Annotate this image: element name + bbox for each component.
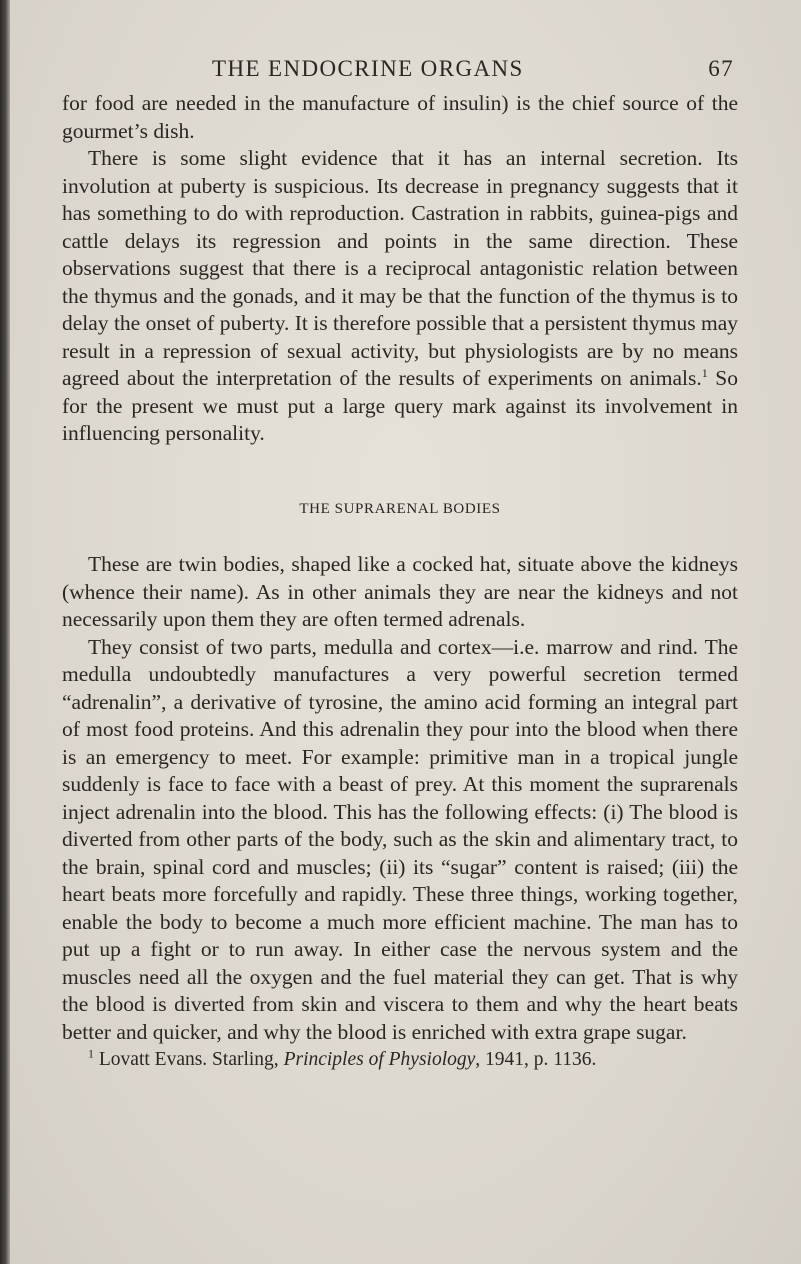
paragraph-suprarenal-intro: These are twin bodies, shaped like a cocked hat, situate above the kidneys (whence their name). As in other animals they are near the kidneys and not necessarily upon them they are often termed adrenals.: [62, 552, 738, 631]
footnote-rest: , 1941, p. 1136.: [475, 1049, 597, 1070]
book-spine-shadow: [0, 0, 10, 1264]
page-number: 67: [708, 56, 734, 81]
footnote-reference: 1: [701, 365, 708, 380]
paragraph-continued: for food are needed in the manufacture of insulin) is the chief source of the gourmet’s dish.: [62, 91, 738, 143]
footnote-title: Principles of Physiology: [283, 1049, 476, 1070]
footnote-authors: Lovatt Evans. Starling,: [98, 1049, 284, 1070]
footnote: [62, 1046, 738, 1074]
body-text: [62, 90, 738, 1074]
section-title: THE SUPRARENAL BODIES: [299, 500, 501, 517]
paragraph-thymus: [62, 145, 738, 448]
running-title: THE ENDOCRINE ORGANS: [212, 56, 524, 81]
paragraph-thymus-text-end: So for the present we must put a large query mark against its involvement in influencing personality.: [62, 366, 738, 445]
paragraph-thymus-text: There is some slight evidence that it has an internal secretion. Its involution at puberty is suspicious. Its decrease in pregnancy suggests that it has something to do with reproduction. Castration in rabbits, guinea-pigs and cattle delays its regression and points in the same direction. These observations suggest that there is a reciprocal antagonistic relation between the thymus and the gonads, and it may be that the function of the thymus is to delay the onset of puberty. It is therefore possible that a persistent thymus may result in a repression of sexual activity, but physiologists are by no means agreed about the interpretation of the results of experiments on animals.: [62, 146, 738, 390]
running-header: [62, 56, 734, 92]
footnote-marker: 1: [88, 1046, 94, 1061]
paragraph-medulla: They consist of two parts, medulla and cortex—i.e. marrow and rind. The medulla undoubtedly manufactures a very powerful secretion termed “adrenalin”, a derivative of tyrosine, the amino acid forming an integral part of most food proteins. And this adrenalin they pour into the blood when there is an emergency to meet. For example: primitive man in a tropical jungle suddenly is face to face with a beast of prey. At this moment the suprarenals inject adrenalin into the blood. This has the following effects: (i) The blood is diverted from other parts of the body, such as the skin and alimentary tract, to the brain, spinal cord and muscles; (ii) its “sugar” content is raised; (iii) the heart beats more forcefully and rapidly. These three things, working together, enable the body to become a much more efficient machine. The man has to put up a fight or to run away. In either case the nervous system and the muscles need all the oxygen and the fuel material they can get. That is why the blood is diverted from skin and viscera to them and why the heart beats better and quicker, and why the blood is enriched with extra grape sugar.: [62, 634, 738, 1044]
